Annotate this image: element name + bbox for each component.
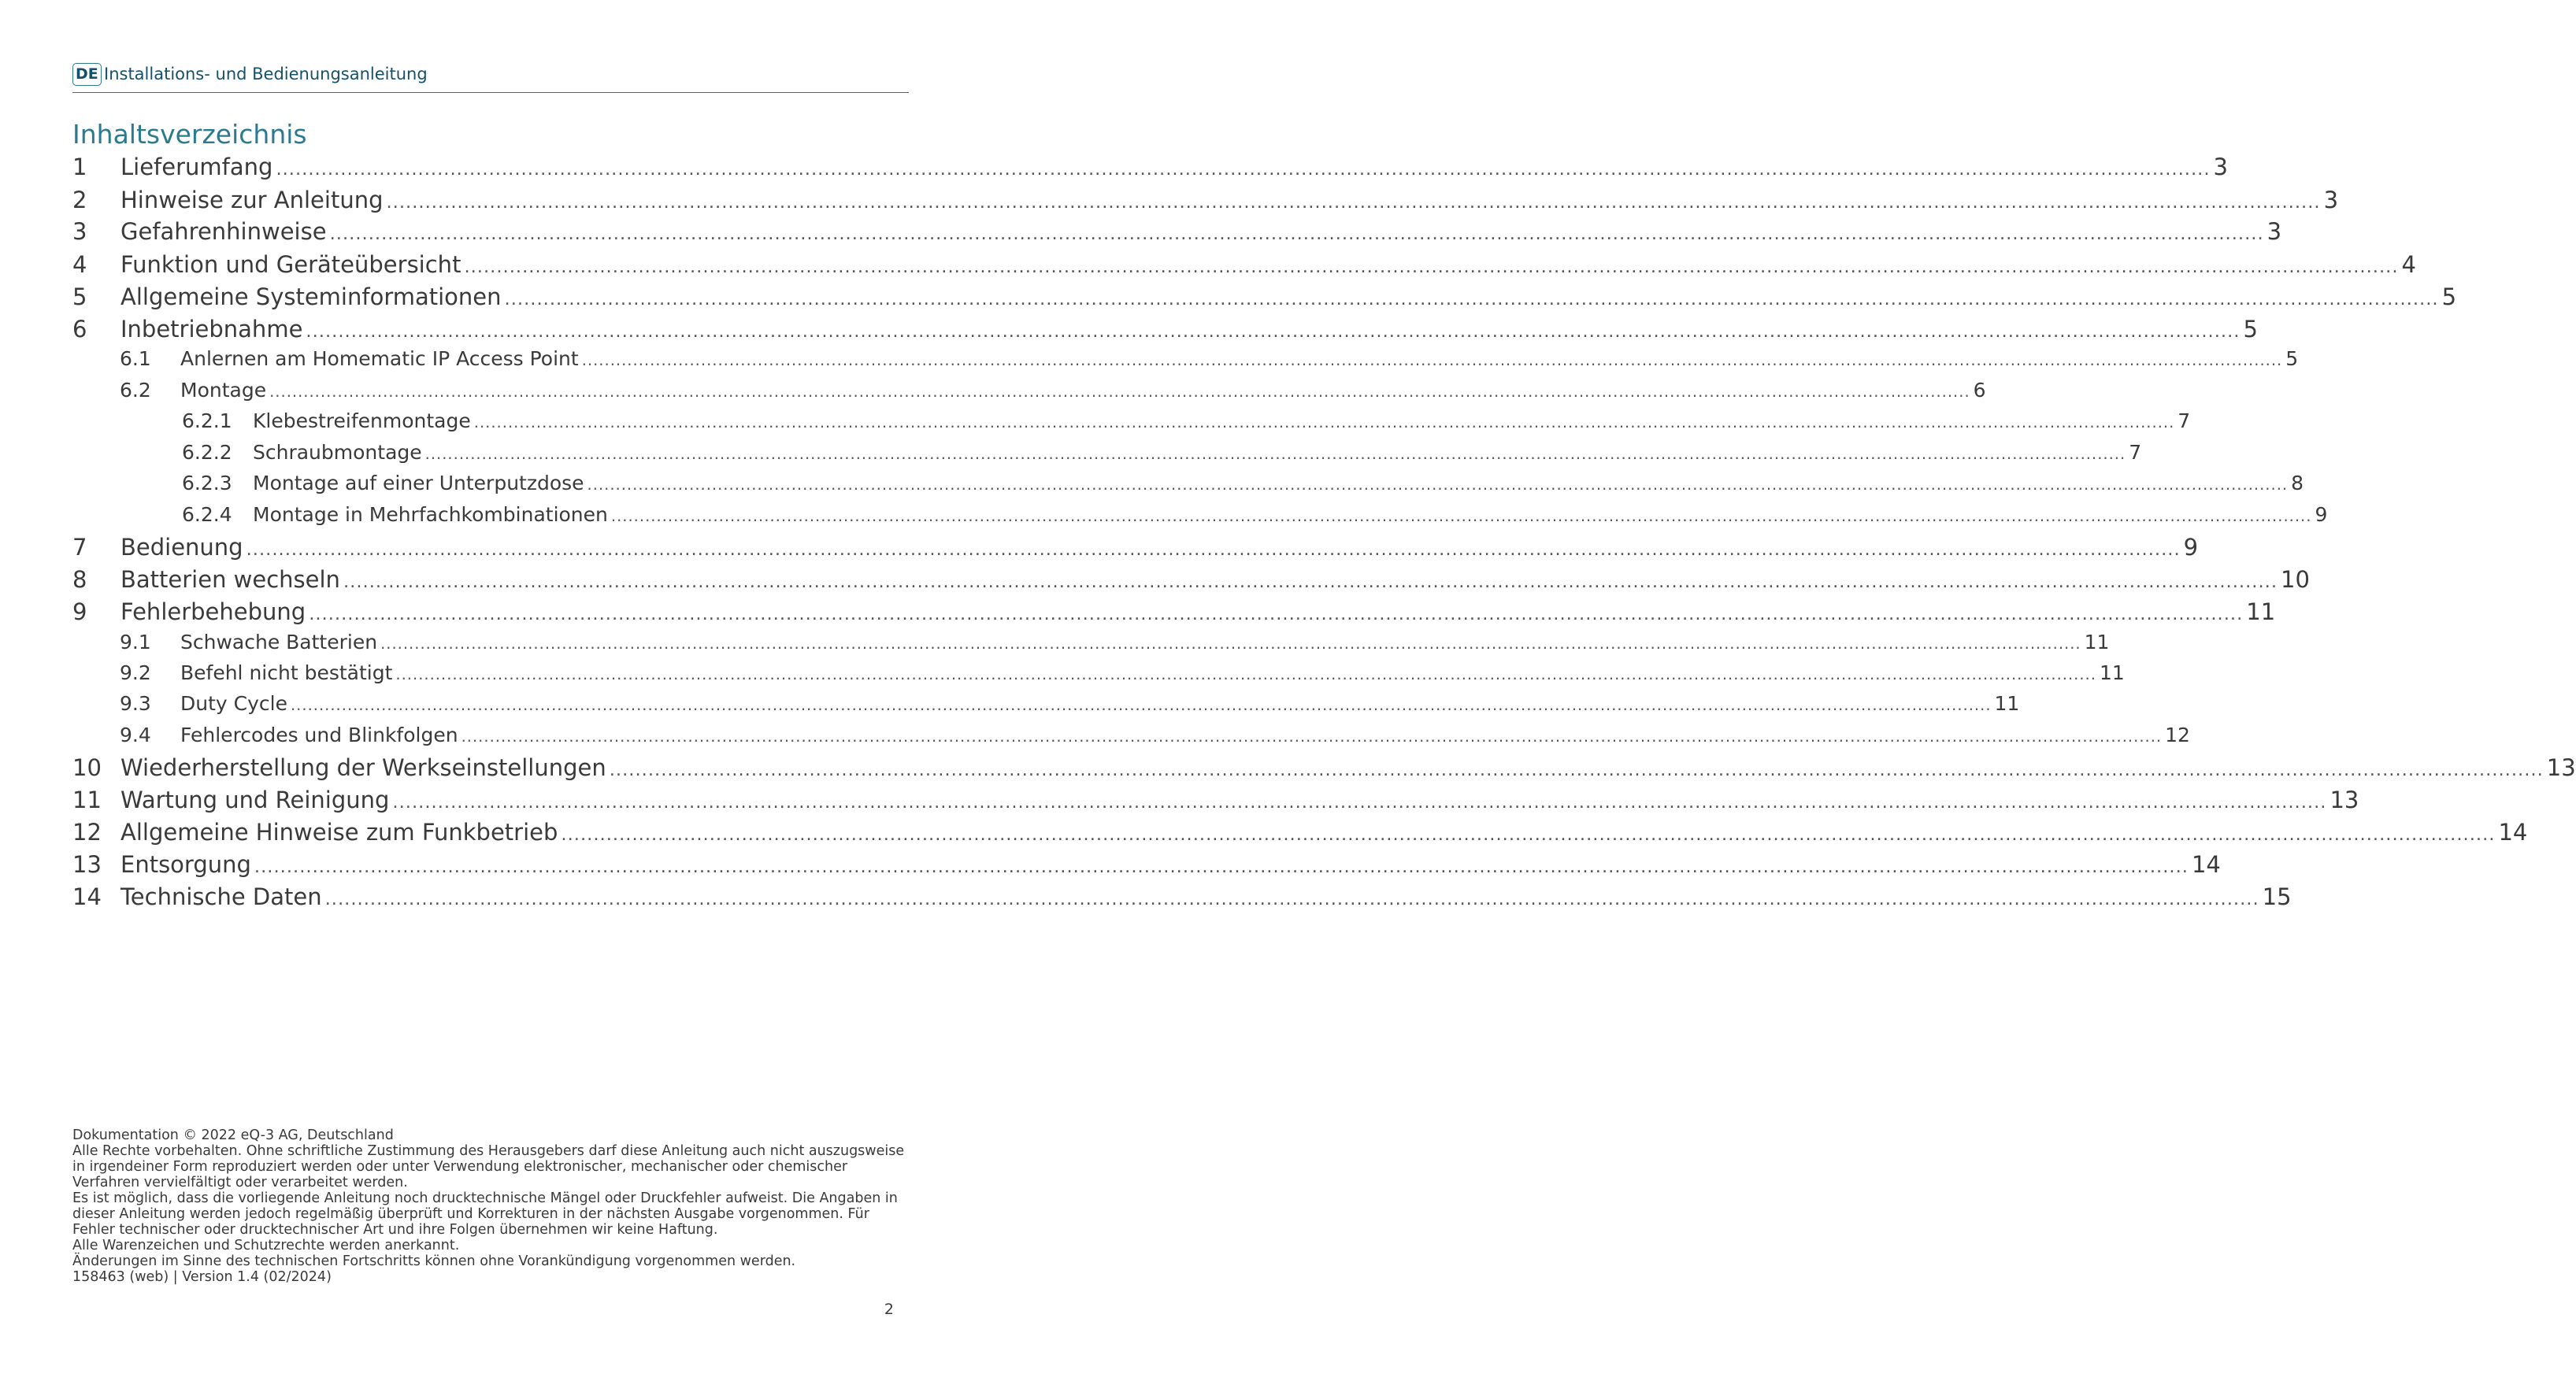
toc-entry-page: 3 — [2323, 187, 2339, 213]
toc-leader-dots: ............................................................................................................................................................................................................................................................................................................ — [276, 159, 2211, 180]
toc-leader-dots: ............................................................................................................................................................................................................................................................................................................ — [343, 572, 2278, 592]
toc-entry-label: Fehlercodes und Blinkfolgen — [180, 724, 458, 746]
toc-entry-number: 1 — [72, 154, 87, 180]
toc-entry — [72, 565, 2310, 596]
toc-entry — [72, 250, 2416, 281]
toc-entry-label: Montage in Mehrfachkombinationen — [253, 503, 608, 526]
toc-entry-label: Anlernen am Homematic IP Access Point — [180, 347, 579, 370]
footer-errors: Es ist möglich, dass die vorliegende Anleitung noch drucktechnische Mängel oder Druckfehler aufweist. Die Angaben in dieser Anleitung werden jedoch regelmäßig überprüft und Korrekturen in der nächsten Ausgabe vorgenommen. Für Fehler technischer oder drucktechnischer Art und ihre Folgen übernehmen wir keine Haftung. — [72, 1190, 898, 1238]
toc-entry-label: Funktion und Geräteübersicht — [120, 251, 461, 278]
toc-leader-dots: ............................................................................................................................................................................................................................................................................................................ — [395, 665, 2096, 683]
toc-leader-dots: ............................................................................................................................................................................................................................................................................................................ — [306, 321, 2241, 342]
toc-entry — [120, 691, 2020, 718]
toc-entry-page: 11 — [1994, 692, 2020, 715]
toc-leader-dots: ............................................................................................................................................................................................................................................................................................................ — [461, 728, 2163, 746]
toc-entry-label: Batterien wechseln — [120, 566, 340, 593]
toc-entry-label: Gefahrenhinweise — [120, 218, 327, 245]
toc-entry — [120, 661, 2125, 687]
toc-entry — [72, 153, 2228, 183]
toc-entry-label: Allgemeine Systeminformationen — [120, 283, 502, 310]
toc-entry-number: 7 — [72, 534, 87, 561]
toc-entry-page: 13 — [2546, 754, 2576, 781]
toc-entry-label: Wartung und Reinigung — [120, 787, 390, 813]
toc-entry-page: 8 — [2291, 472, 2304, 494]
toc-entry-page: 11 — [2246, 598, 2276, 625]
toc-leader-dots: ............................................................................................................................................................................................................................................................................................................ — [424, 445, 2126, 463]
toc-entry-label: Entsorgung — [120, 851, 251, 878]
toc-entry-number: 6.2.2 — [182, 441, 232, 464]
toc-entry-label: Wiederherstellung der Werkseinstellungen — [120, 754, 606, 781]
toc-leader-dots: ............................................................................................................................................................................................................................................................................................................ — [504, 289, 2439, 309]
toc-entry-label: Hinweise zur Anleitung — [120, 187, 384, 213]
toc-entry-number: 9.3 — [120, 692, 151, 715]
footer-changes: Änderungen im Sinne des technischen Fortschritts können ohne Vorankündigung vorgenommen werden. — [72, 1253, 796, 1269]
toc-entry-label: Bedienung — [120, 534, 243, 561]
toc-leader-dots: ............................................................................................................................................................................................................................................................................................................ — [609, 760, 2544, 780]
toc-entry — [72, 283, 2457, 313]
toc-entry-page: 6 — [1973, 379, 1986, 402]
toc-entry-page: 7 — [2129, 441, 2142, 464]
toc-entry — [182, 471, 2304, 498]
toc-entry-page: 12 — [2165, 724, 2190, 746]
toc-entry — [72, 818, 2528, 849]
toc-leader-dots: ............................................................................................................................................................................................................................................................................................................ — [587, 476, 2289, 494]
toc-heading: Inhaltsverzeichnis — [72, 119, 307, 150]
toc-leader-dots: ............................................................................................................................................................................................................................................................................................................ — [392, 792, 2327, 813]
toc-entry — [72, 598, 2276, 628]
toc-leader-dots: ............................................................................................................................................................................................................................................................................................................ — [254, 857, 2189, 877]
toc-entry-number: 3 — [72, 218, 87, 245]
toc-entry — [120, 723, 2190, 750]
toc-entry-label: Schraubmontage — [253, 441, 422, 464]
toc-leader-dots: ............................................................................................................................................................................................................................................................................................................ — [246, 539, 2181, 560]
toc-entry-page: 5 — [2285, 347, 2299, 370]
toc-entry — [120, 378, 1986, 405]
toc-entry — [72, 753, 2576, 784]
toc-leader-dots: ............................................................................................................................................................................................................................................................................................................ — [386, 192, 2321, 213]
toc-entry-number: 9.4 — [120, 724, 151, 746]
toc-entry-page: 11 — [2099, 661, 2125, 684]
toc-entry — [72, 217, 2282, 248]
toc-entry-number: 11 — [72, 787, 102, 813]
toc-entry-page: 7 — [2178, 409, 2191, 432]
toc-entry — [72, 850, 2221, 881]
toc-entry-page: 9 — [2183, 534, 2199, 561]
toc-entry-page: 10 — [2281, 566, 2310, 593]
toc-leader-dots: ............................................................................................................................................................................................................................................................................................................ — [581, 351, 2283, 369]
toc-entry-label: Technische Daten — [120, 883, 322, 910]
toc-entry — [72, 315, 2258, 346]
toc-entry-page: 11 — [2084, 631, 2110, 653]
toc-leader-dots: ............................................................................................................................................................................................................................................................................................................ — [309, 604, 2244, 624]
toc-entry-number: 9.1 — [120, 631, 151, 653]
toc-leader-dots: ............................................................................................................................................................................................................................................................................................................ — [329, 224, 2264, 244]
toc-entry-label: Fehlerbehebung — [120, 598, 306, 625]
footer-copyright: Dokumentation © 2022 eQ-3 AG, Deutschland — [72, 1127, 394, 1143]
page-number: 2 — [884, 1301, 894, 1318]
toc-leader-dots: ............................................................................................................................................................................................................................................................................................................ — [464, 257, 2399, 277]
toc-entry — [72, 533, 2199, 564]
toc-entry-label: Duty Cycle — [180, 692, 287, 715]
footer-legal — [72, 1127, 909, 1285]
toc-entry — [120, 630, 2110, 657]
toc-entry-number: 6.2 — [120, 379, 151, 402]
toc-entry-number: 13 — [72, 851, 102, 878]
toc-entry-label: Inbetriebnahme — [120, 316, 303, 342]
toc-entry-page: 13 — [2330, 787, 2359, 813]
toc-entry-number: 9.2 — [120, 661, 151, 684]
toc-entry — [182, 440, 2142, 467]
toc-entry-label: Allgemeine Hinweise zum Funkbetrieb — [120, 819, 558, 846]
toc-entry-number: 12 — [72, 819, 102, 846]
toc-entry-number: 6.2.4 — [182, 503, 232, 526]
toc-entry-page: 9 — [2315, 503, 2328, 526]
toc-entry-page: 14 — [2498, 819, 2528, 846]
language-badge: DE — [72, 63, 102, 86]
toc-entry-number: 2 — [72, 187, 87, 213]
toc-entry-number: 4 — [72, 251, 87, 278]
toc-entry — [72, 186, 2339, 217]
toc-entry — [72, 883, 2292, 913]
page-header — [72, 61, 909, 93]
toc-entry-number: 10 — [72, 754, 102, 781]
toc-entry-number: 6.1 — [120, 347, 151, 370]
toc-entry-label: Montage auf einer Unterputzdose — [253, 472, 584, 494]
document-title: Installations- und Bedienungsanleitung — [104, 65, 428, 83]
toc-entry-page: 14 — [2191, 851, 2221, 878]
toc-entry-page: 5 — [2243, 316, 2258, 342]
toc-entry — [182, 502, 2328, 529]
toc-entry-label: Montage — [180, 379, 267, 402]
toc-entry-label: Lieferumfang — [120, 154, 273, 180]
toc-leader-dots: ............................................................................................................................................................................................................................................................................................................ — [610, 507, 2312, 525]
toc-entry-page: 5 — [2441, 283, 2457, 310]
toc-entry-number: 9 — [72, 598, 87, 625]
toc-leader-dots: ............................................................................................................................................................................................................................................................................................................ — [269, 383, 1970, 401]
footer-version: 158463 (web) | Version 1.4 (02/2024) — [72, 1269, 332, 1285]
toc-entry-number: 8 — [72, 566, 87, 593]
toc-leader-dots: ............................................................................................................................................................................................................................................................................................................ — [561, 824, 2496, 845]
toc-entry — [72, 786, 2359, 816]
toc-entry-label: Befehl nicht bestätigt — [180, 661, 393, 684]
toc-entry-label: Klebestreifenmontage — [253, 409, 471, 432]
toc-entry-page: 15 — [2262, 883, 2292, 910]
toc-entry-number: 14 — [72, 883, 102, 910]
toc-entry — [182, 409, 2191, 435]
toc-entry-label: Schwache Batterien — [180, 631, 378, 653]
footer-trademarks: Alle Warenzeichen und Schutzrechte werden anerkannt. — [72, 1238, 460, 1253]
toc-leader-dots: ............................................................................................................................................................................................................................................................................................................ — [290, 696, 1992, 714]
toc-entry-number: 6.2.3 — [182, 472, 232, 494]
toc-entry-page: 3 — [2267, 218, 2282, 245]
toc-entry-number: 6.2.1 — [182, 409, 232, 432]
toc-entry-page: 4 — [2401, 251, 2416, 278]
toc-leader-dots: ............................................................................................................................................................................................................................................................................................................ — [324, 889, 2259, 909]
toc-entry — [120, 346, 2299, 373]
footer-rights: Alle Rechte vorbehalten. Ohne schriftliche Zustimmung des Herausgebers darf diese Anleitung auch nicht auszugsweise in irgendeiner Form reproduziert werden oder unter Verwendung elektronischer, mechanischer oder chemischer Verfahren vervielfältigt oder verarbeitet werden. — [72, 1143, 905, 1190]
toc-leader-dots: ............................................................................................................................................................................................................................................................................................................ — [473, 413, 2175, 431]
toc-leader-dots: ............................................................................................................................................................................................................................................................................................................ — [380, 635, 2081, 653]
toc-entry-number: 5 — [72, 283, 87, 310]
toc-entry-page: 3 — [2213, 154, 2228, 180]
toc-entry-number: 6 — [72, 316, 87, 342]
